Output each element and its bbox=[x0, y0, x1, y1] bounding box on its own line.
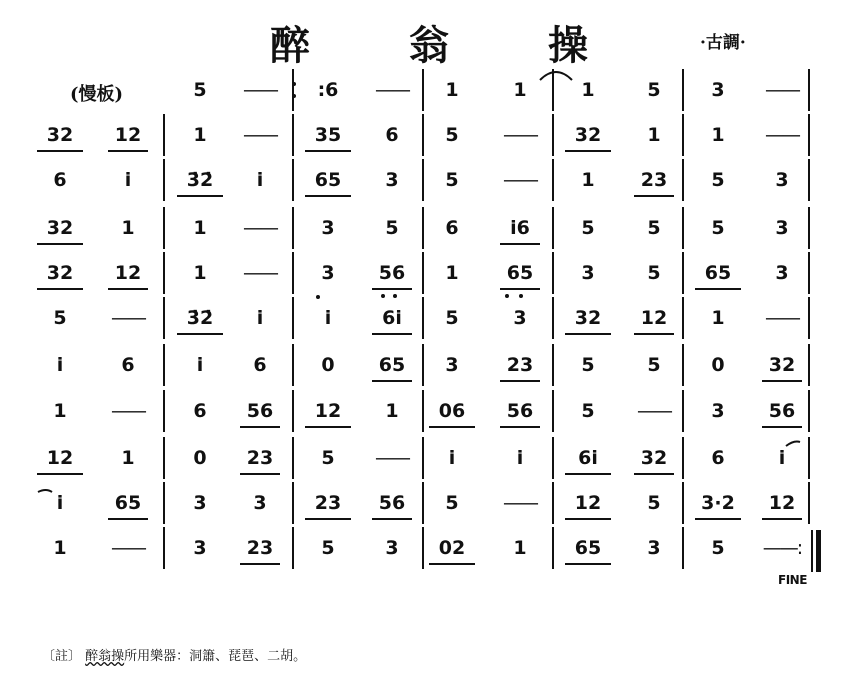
note-cell: i bbox=[256, 169, 264, 191]
note-cell: 1 bbox=[445, 79, 459, 101]
note-cell: 6 bbox=[53, 169, 67, 191]
note-cell: —— bbox=[111, 537, 145, 559]
note-cell: 1 bbox=[581, 169, 595, 191]
grace-mark bbox=[786, 442, 800, 447]
note-cell: 6i bbox=[565, 443, 611, 475]
note-cell: —— bbox=[375, 447, 409, 469]
note-cell: 5 bbox=[647, 262, 661, 284]
note-cell: i bbox=[124, 169, 132, 191]
note-cell: 12 bbox=[108, 258, 148, 290]
note-cell: 02 bbox=[429, 533, 475, 565]
grace-mark bbox=[38, 490, 52, 492]
note-cell: 32 bbox=[37, 120, 83, 152]
note-cell: i bbox=[324, 307, 332, 329]
note-cell: —— bbox=[243, 217, 277, 239]
note-cell: 1 bbox=[711, 124, 725, 146]
note-cell: 5 bbox=[385, 217, 399, 239]
note-cell: —— bbox=[637, 400, 671, 422]
note-cell: 6 bbox=[253, 354, 267, 376]
footnote bbox=[42, 645, 306, 664]
note-cell: 23 bbox=[305, 488, 351, 520]
note-cell: 32 bbox=[37, 258, 83, 290]
footnote-prefix: 〔註〕 bbox=[42, 649, 82, 664]
note-cell: —— bbox=[111, 400, 145, 422]
footnote-text: 所用樂器：洞簫、琵琶、二胡。 bbox=[124, 649, 307, 664]
note-cell: —— bbox=[503, 169, 537, 191]
note-cell: 5 bbox=[711, 169, 725, 191]
note-cell: 5 bbox=[647, 217, 661, 239]
note-cell: 1 bbox=[647, 124, 661, 146]
note-cell: 5 bbox=[321, 447, 335, 469]
note-cell: 3 bbox=[775, 262, 789, 284]
note-cell: 6i bbox=[372, 303, 412, 335]
note-cell: 5 bbox=[711, 537, 725, 559]
note-cell: 6 bbox=[121, 354, 135, 376]
note-cell: —— bbox=[243, 262, 277, 284]
note-cell: 65 bbox=[108, 488, 148, 520]
note-cell: 6 bbox=[193, 400, 207, 422]
note-cell: i6 bbox=[500, 213, 540, 245]
note-cell: 3̇2̇ bbox=[177, 165, 223, 197]
note-cell: 3 bbox=[775, 217, 789, 239]
note-cell: 1 bbox=[121, 447, 135, 469]
note-cell: i bbox=[56, 354, 64, 376]
note-cell: 5 bbox=[193, 79, 207, 101]
note-cell: 1 bbox=[53, 400, 67, 422]
note-cell: 1 bbox=[193, 217, 207, 239]
note-cell: 12 bbox=[108, 120, 148, 152]
note-cell: 65 bbox=[695, 258, 741, 290]
note-cell: i bbox=[56, 492, 64, 514]
final-barline-thin bbox=[811, 530, 813, 572]
note-cell: 32 bbox=[634, 443, 674, 475]
note-cell: 5 bbox=[321, 537, 335, 559]
note-cell: 56 bbox=[372, 488, 412, 520]
note-cell: 1 bbox=[53, 537, 67, 559]
note-cell: 5 bbox=[647, 492, 661, 514]
note-cell: 12 bbox=[634, 303, 674, 335]
note-cell: 23 bbox=[240, 533, 280, 565]
title-char-1: 醉 bbox=[270, 22, 312, 69]
octave-dot-below bbox=[381, 294, 385, 298]
note-cell: 32 bbox=[565, 120, 611, 152]
note-cell: 3 bbox=[385, 537, 399, 559]
octave-dot-below bbox=[505, 294, 509, 298]
slur-mark bbox=[540, 72, 572, 80]
note-cell: 56 bbox=[762, 396, 802, 428]
note-cell: 3 bbox=[775, 169, 789, 191]
mode-label: ·古調· bbox=[700, 33, 746, 53]
note-cell: 1 bbox=[581, 79, 595, 101]
note-cell: 3 bbox=[193, 537, 207, 559]
note-cell: 5 bbox=[445, 307, 459, 329]
note-cell: 3 bbox=[711, 79, 725, 101]
note-cell: —— bbox=[375, 79, 409, 101]
note-cell: —— bbox=[111, 307, 145, 329]
note-cell: i bbox=[448, 447, 456, 469]
footnote-piece: 醉翁操 bbox=[85, 649, 125, 664]
note-cell: i bbox=[196, 354, 204, 376]
note-cell: 3 bbox=[711, 400, 725, 422]
note-cell: 65 bbox=[372, 350, 412, 382]
note-cell: 5 bbox=[581, 354, 595, 376]
note-cell: 5 bbox=[581, 217, 595, 239]
note-cell: 3̇2̇ bbox=[177, 303, 223, 335]
note-cell: i bbox=[516, 447, 524, 469]
final-barline-thick bbox=[816, 530, 821, 572]
note-cell: 06 bbox=[429, 396, 475, 428]
note-cell: 1 bbox=[711, 307, 725, 329]
note-cell: 1 bbox=[193, 124, 207, 146]
note-cell: 5 bbox=[53, 307, 67, 329]
note-cell: 3 bbox=[513, 307, 527, 329]
note-cell: 5 bbox=[445, 492, 459, 514]
note-cell: 0 bbox=[321, 354, 335, 376]
note-cell: 56 bbox=[372, 258, 412, 290]
note-cell: 1 bbox=[193, 262, 207, 284]
note-cell: 3 bbox=[647, 537, 661, 559]
note-cell: 65 bbox=[565, 533, 611, 565]
note-cell: 3 bbox=[193, 492, 207, 514]
note-cell: 12 bbox=[565, 488, 611, 520]
title-char-3: 操 bbox=[548, 22, 590, 69]
note-cell: 3 bbox=[321, 217, 335, 239]
repeat-dot bbox=[292, 94, 296, 98]
note-cell: 23 bbox=[240, 443, 280, 475]
note-cell: 5 bbox=[647, 354, 661, 376]
note-cell: 5 bbox=[711, 217, 725, 239]
note-cell: 0 bbox=[193, 447, 207, 469]
note-cell: 56 bbox=[500, 396, 540, 428]
note-cell: 3 bbox=[445, 354, 459, 376]
note-cell: —— bbox=[765, 79, 799, 101]
note-cell: 1 bbox=[513, 537, 527, 559]
note-cell: 32 bbox=[37, 213, 83, 245]
note-cell: 5 bbox=[445, 124, 459, 146]
note-cell: 23 bbox=[500, 350, 540, 382]
note-cell: 3 bbox=[253, 492, 267, 514]
note-cell: —— bbox=[243, 124, 277, 146]
note-cell: 1 bbox=[513, 79, 527, 101]
note-cell: 23 bbox=[634, 165, 674, 197]
note-cell: 5 bbox=[647, 79, 661, 101]
octave-dot-below bbox=[393, 294, 397, 298]
note-cell: 32 bbox=[762, 350, 802, 382]
note-cell: 0 bbox=[711, 354, 725, 376]
note-cell: 5 bbox=[445, 169, 459, 191]
note-cell: 12 bbox=[37, 443, 83, 475]
note-cell: ——: bbox=[762, 537, 802, 559]
note-cell: :6 bbox=[317, 79, 339, 101]
note-cell: i bbox=[778, 447, 786, 469]
note-cell: 12 bbox=[762, 488, 802, 520]
note-cell: 1 bbox=[121, 217, 135, 239]
fine-marking: FINE bbox=[778, 573, 807, 587]
note-cell: i bbox=[256, 307, 264, 329]
note-cell: 3·2 bbox=[695, 488, 741, 520]
note-cell: 5 bbox=[581, 400, 595, 422]
note-cell: —— bbox=[503, 124, 537, 146]
note-cell: 1 bbox=[385, 400, 399, 422]
note-cell: 65 bbox=[305, 165, 351, 197]
note-cell: 35 bbox=[305, 120, 351, 152]
note-cell: 6 bbox=[711, 447, 725, 469]
note-cell: —— bbox=[765, 307, 799, 329]
note-cell: 12 bbox=[305, 396, 351, 428]
note-cell: 56 bbox=[240, 396, 280, 428]
octave-dot-below bbox=[519, 294, 523, 298]
note-cell: —— bbox=[765, 124, 799, 146]
note-cell: 32 bbox=[565, 303, 611, 335]
octave-dot-below bbox=[316, 295, 320, 299]
note-cell: 3 bbox=[321, 262, 335, 284]
note-cell: 6 bbox=[445, 217, 459, 239]
note-cell: 65 bbox=[500, 258, 540, 290]
note-cell: 6 bbox=[385, 124, 399, 146]
note-cell: 1 bbox=[445, 262, 459, 284]
title-char-2: 翁 bbox=[409, 22, 451, 69]
repeat-dot bbox=[292, 82, 296, 86]
note-cell: —— bbox=[503, 492, 537, 514]
note-cell: 3 bbox=[581, 262, 595, 284]
tempo-marking: (慢板) bbox=[70, 84, 124, 105]
note-cell: 3 bbox=[385, 169, 399, 191]
note-cell: —— bbox=[243, 79, 277, 101]
